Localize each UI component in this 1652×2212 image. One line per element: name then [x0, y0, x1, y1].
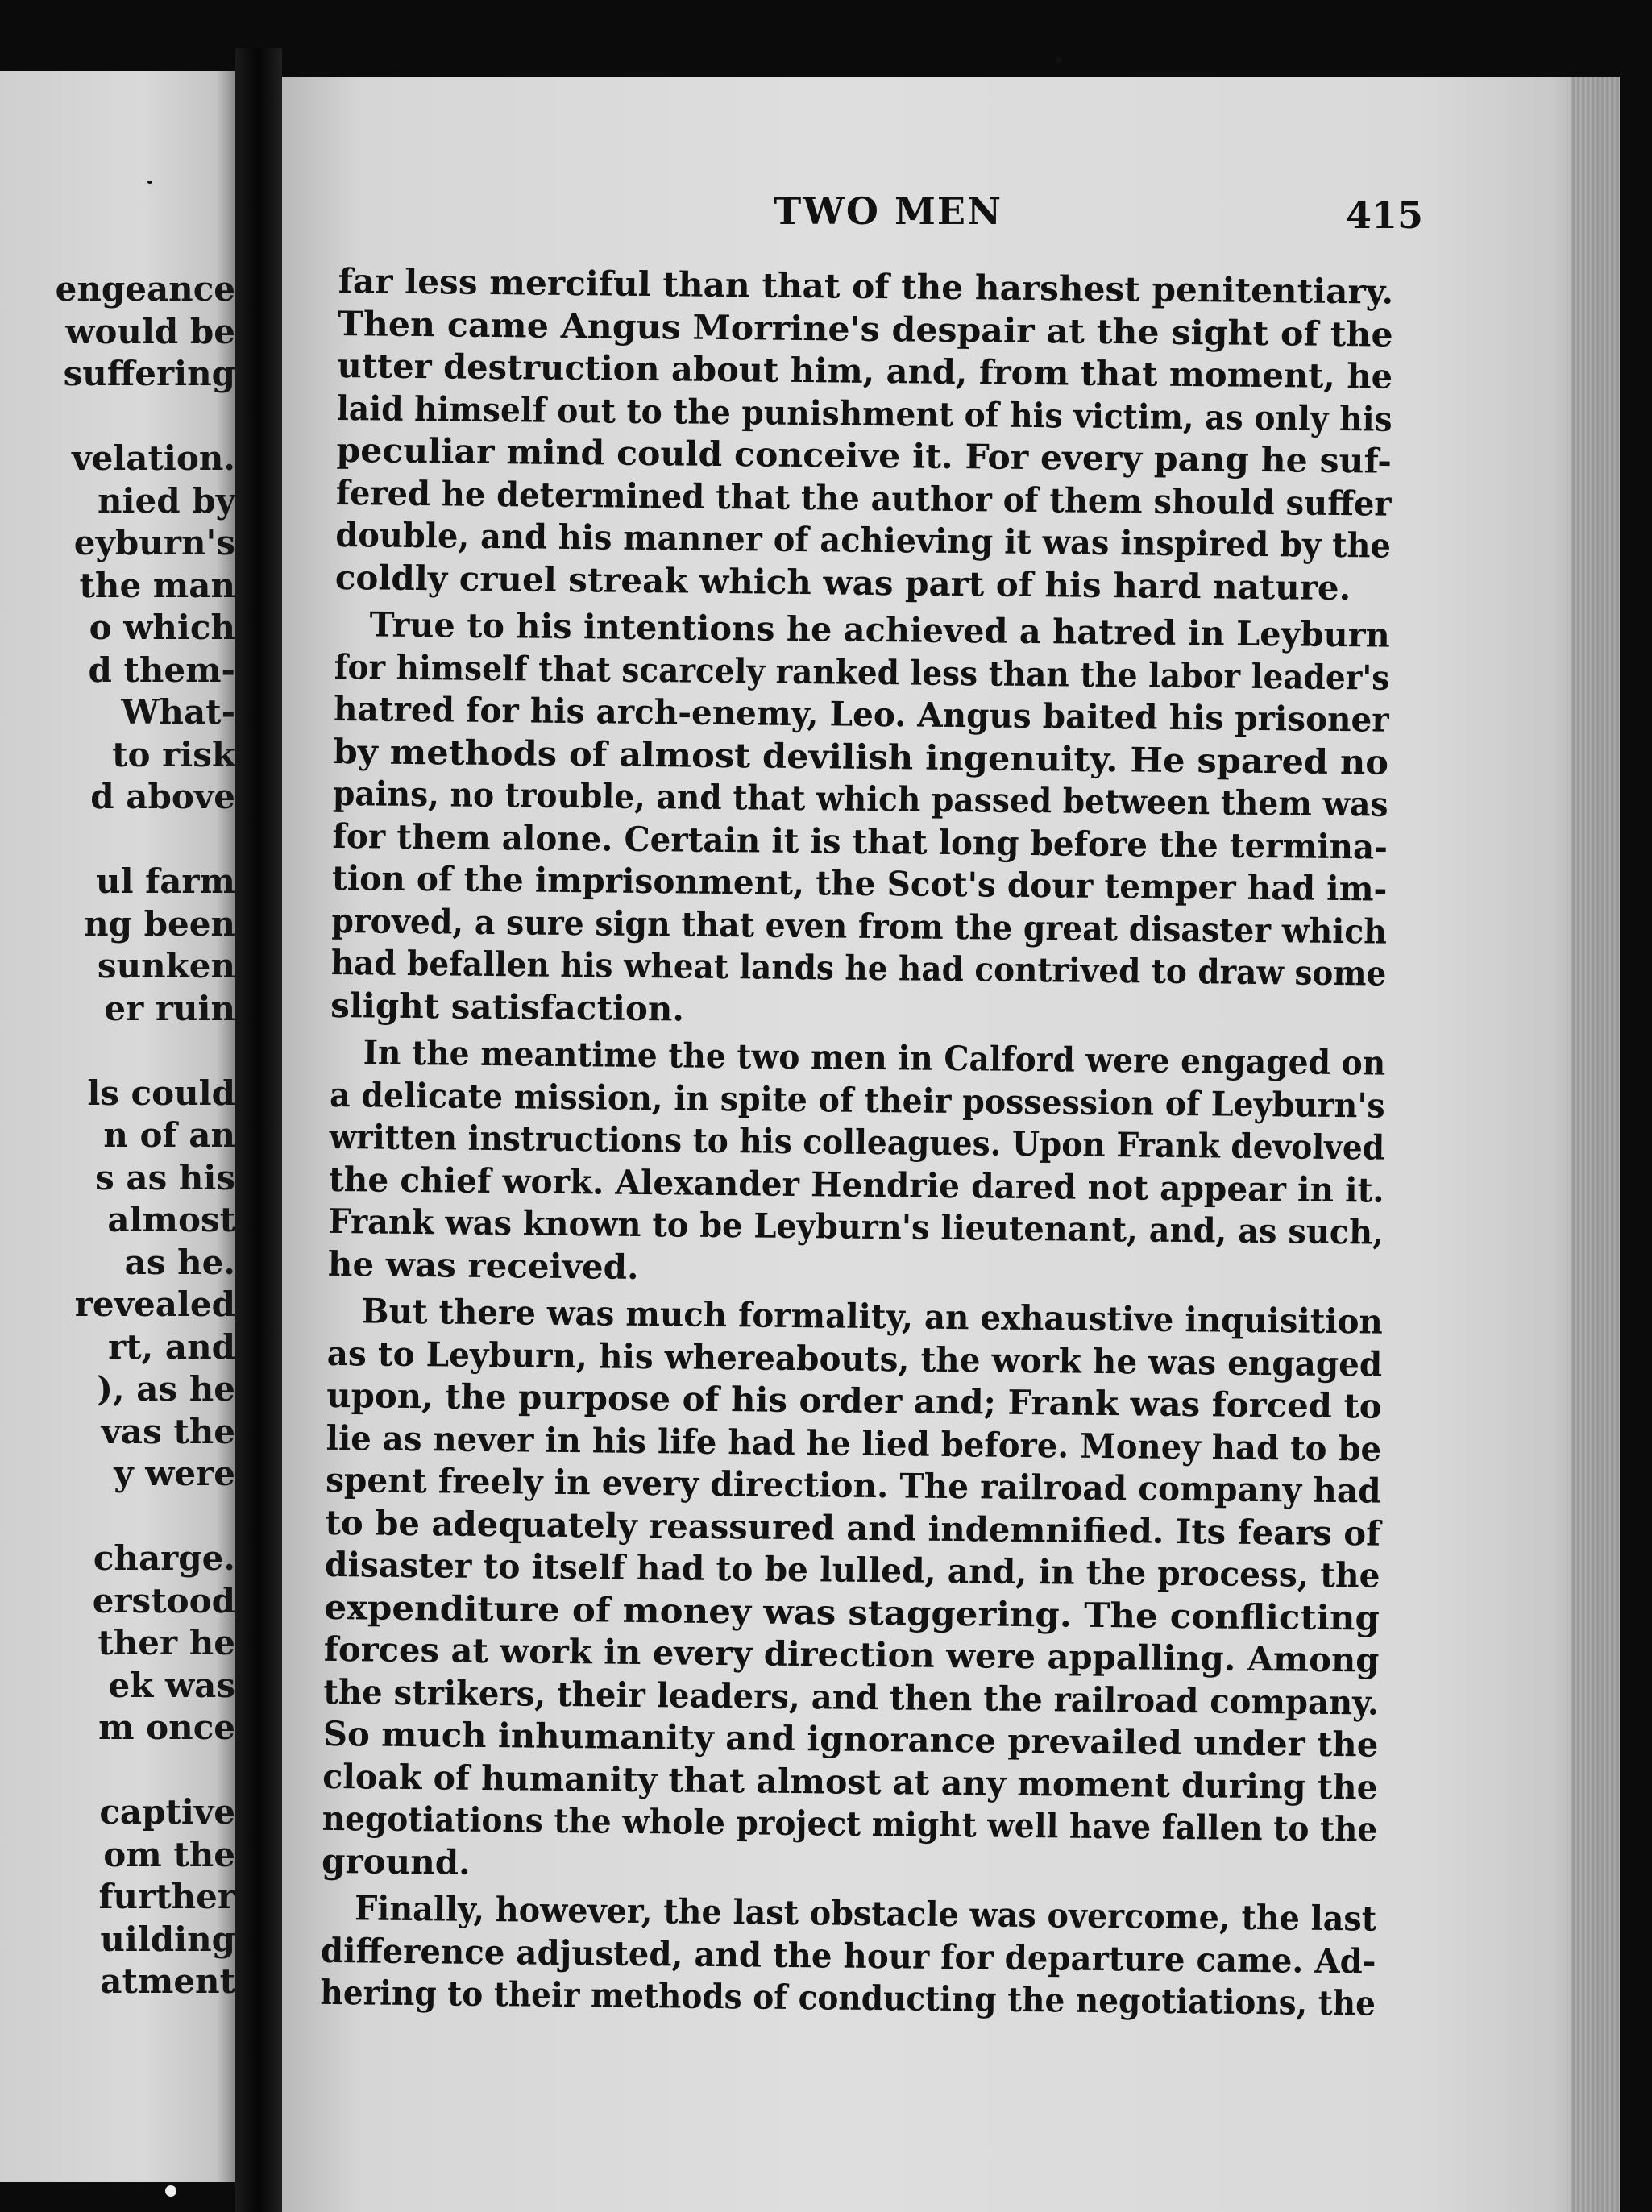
dust-speck: [147, 181, 152, 184]
text-line-content: So much inhumanity and ignorance prevailed under the: [322, 1713, 1379, 1765]
left-line-gap: [56, 819, 235, 861]
text-line-content: a delicate mission, in spite of their possession of Leyburn's: [329, 1074, 1385, 1126]
left-line: sunken: [97, 946, 235, 986]
left-line: What-: [121, 692, 235, 732]
left-line: almost: [107, 1200, 235, 1239]
right-page: [282, 77, 1620, 2212]
left-line: would be: [65, 311, 235, 351]
left-line: ls could: [87, 1073, 235, 1113]
left-line: engeance: [55, 269, 235, 309]
left-line-gap: [56, 1749, 235, 1792]
text-line-content: Then came Angus Morrine's despair at the sight of the: [337, 303, 1393, 355]
left-line: nied by: [98, 480, 235, 521]
dust-speck: [165, 2185, 176, 2197]
left-line: erstood: [92, 1580, 235, 1621]
left-line: atment: [100, 1961, 235, 2001]
left-line: m once: [98, 1708, 235, 1747]
running-head: TWO MEN: [774, 189, 1003, 233]
text-line-content: peculiar mind could conceive it. For every pang he suf-: [336, 430, 1393, 481]
text-line-content: spent freely in every direction. The railroad company had: [325, 1459, 1381, 1511]
text-line-content: had befallen his wheat lands he had contrived to draw some: [330, 942, 1387, 994]
text-line-content: double, and his manner of achieving it was inspired by the: [335, 514, 1392, 566]
left-page-fragment: [0, 71, 235, 2182]
left-line: the man: [79, 565, 235, 605]
text-line-content: Frank was known to be Leyburn's lieutenant, and, as such,: [328, 1201, 1384, 1252]
text-line-content: the strikers, their leaders, and then the railroad company.: [323, 1671, 1380, 1723]
text-line-content: the chief work. Alexander Hendrie dared not appear in it.: [328, 1159, 1384, 1210]
text-line-content: expenditure of money was staggering. The conflicting: [324, 1587, 1380, 1638]
text-line-content: utter destruction about him, and, from that moment, he: [337, 345, 1393, 396]
text-line-content: fered he determined that the author of them should suffer: [335, 472, 1392, 524]
text-line-content: written instructions to his colleagues. Upon Frank devolved: [329, 1116, 1385, 1168]
left-line: further: [98, 1877, 235, 1916]
left-line: ther he: [98, 1623, 235, 1662]
left-line: y were: [114, 1454, 235, 1493]
body-text: [320, 260, 1394, 2025]
text-line-content: ground.: [321, 1841, 471, 1882]
text-line-content: But there was much formality, an exhaustive inquisition: [361, 1291, 1384, 1342]
text-line-content: forces at work in every direction were appalling. Among: [323, 1629, 1380, 1680]
left-line: to risk: [112, 734, 235, 774]
left-line: charge.: [93, 1538, 235, 1578]
text-line-content: slight satisfaction.: [330, 985, 685, 1029]
left-line: revealed: [74, 1284, 235, 1324]
left-line: ek was: [108, 1665, 235, 1705]
page-number: 415: [1346, 193, 1424, 237]
left-line-gap: [56, 1496, 235, 1538]
left-line: d them-: [88, 649, 235, 690]
left-page-text: [0, 268, 235, 2003]
text-line-content: lie as never in his life had he lied before. Money had to be: [326, 1417, 1382, 1469]
text-line-content: hatred for his arch-enemy, Leo. Angus baited his prisoner: [333, 688, 1389, 740]
text-line-content: to be adequately reassured and indemnified. Its fears of: [325, 1502, 1381, 1554]
text-line-content: as to Leyburn, his whereabouts, the work he was engaged: [326, 1333, 1383, 1384]
left-line: ng been: [84, 903, 235, 944]
text-line-content: negotiations the whole project might well have fallen to the: [322, 1798, 1378, 1849]
left-line: eyburn's: [73, 523, 235, 562]
left-line: om the: [103, 1834, 235, 1874]
text-line-content: proved, a sure sign that even from the great disaster which: [331, 900, 1388, 952]
left-line: uilding: [100, 1919, 235, 1959]
left-line: velation.: [72, 438, 235, 478]
left-line: er ruin: [104, 988, 235, 1028]
left-line: as he.: [124, 1242, 235, 1282]
text-line-content: disaster to itself had to be lulled, and, in the process, the: [324, 1544, 1380, 1596]
text-line-content: for them alone. Certain it is that long before the termina-: [332, 815, 1388, 867]
text-line-content: cloak of humanity that almost at any moment during the: [322, 1756, 1379, 1807]
left-line: s as his: [95, 1157, 235, 1197]
left-line: ul farm: [96, 861, 235, 901]
left-line-gap: [56, 396, 235, 438]
left-line: vas the: [101, 1411, 235, 1451]
text-line-content: upon, the purpose of his order and; Frank was forced to: [326, 1375, 1382, 1426]
text-line-content: Finally, however, the last obstacle was overcome, the last: [354, 1888, 1377, 1939]
text-line-content: laid himself out to the punishment of his victim, as only his: [336, 388, 1393, 439]
left-line: o which: [89, 608, 235, 647]
dust-speck: [1056, 56, 1062, 63]
text-line-content: difference adjusted, and the hour for departure came. Ad-: [320, 1930, 1376, 1982]
left-line: n of an: [103, 1115, 235, 1155]
text-line-content: In the meantime the two men in Calford were engaged on: [363, 1032, 1386, 1083]
text-line-content: pains, no trouble, and that which passed between them was: [332, 773, 1388, 824]
text-line-content: hering to their methods of conducting the negotiations, the: [320, 1972, 1376, 2023]
text-line-content: for himself that scarcely ranked less than the labor leader's: [334, 646, 1390, 698]
left-line: ), as he: [97, 1369, 235, 1409]
text-line-content: he was received.: [327, 1243, 639, 1287]
left-line: rt, and: [108, 1326, 235, 1367]
left-line: d above: [90, 777, 235, 816]
left-line: suffering: [63, 354, 235, 393]
text-line-content: far less merciful than that of the harshest penitentiary.: [338, 260, 1394, 312]
text-line-content: True to his intentions he achieved a hatred in Leyburn: [369, 604, 1390, 655]
book-gutter: [235, 48, 282, 2212]
page-edge-stack: [1571, 77, 1620, 2212]
text-line-content: coldly cruel streak which was part of his hard nature.: [334, 557, 1351, 608]
left-line-gap: [56, 1030, 235, 1073]
text-line-content: by methods of almost devilish ingenuity. He spared no: [333, 731, 1389, 782]
left-line: captive: [99, 1792, 235, 1832]
text-line-content: tion of the imprisonment, the Scot's dour temper had im-: [331, 857, 1388, 909]
